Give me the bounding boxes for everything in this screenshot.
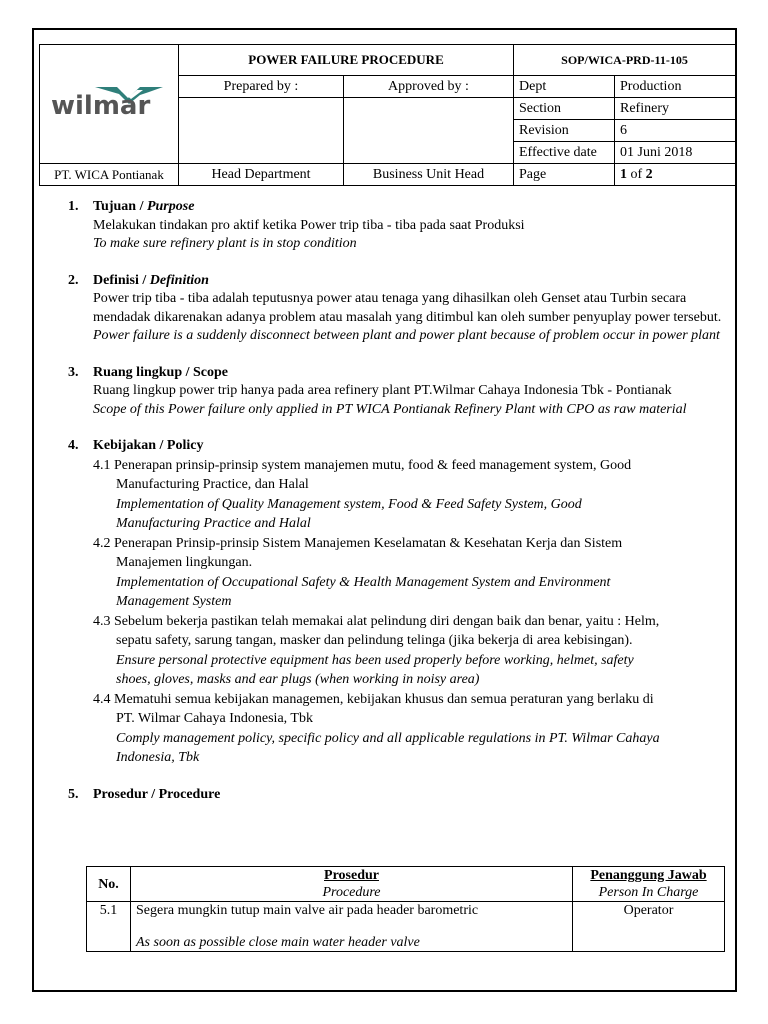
policy-text-cont: Manufacturing Practice, dan Halal xyxy=(116,477,309,492)
document-code: SOP/WICA-PRD-11-105 xyxy=(514,45,736,76)
prepared-by-label: Prepared by : xyxy=(179,76,344,98)
heading-text: Ruang lingkup / Scope xyxy=(93,364,228,380)
section-purpose xyxy=(68,198,728,254)
column-header-person-in-charge xyxy=(573,867,725,902)
section-text: Ruang lingkup power trip hanya pada area refinery plant PT.Wilmar Cahaya Indonesia Tbk - Pontianak xyxy=(93,383,672,398)
document-body xyxy=(68,198,728,822)
logo-cell xyxy=(40,45,179,164)
policy-text-cont: Manajemen lingkungan. xyxy=(116,555,253,570)
section-number: 1. xyxy=(68,199,79,214)
meta-label: Revision xyxy=(514,120,615,142)
policy-list xyxy=(68,456,728,768)
meta-label: Section xyxy=(514,98,615,120)
heading-text-en: Definition xyxy=(149,272,209,288)
list-item xyxy=(93,534,728,612)
heading-text: Tujuan / xyxy=(93,199,144,214)
table-header-row xyxy=(87,867,725,902)
procedure-text: Segera mungkin tutup main valve air pada header barometric xyxy=(136,903,479,918)
meta-value: 6 xyxy=(615,120,736,142)
policy-text-en-cont: shoes, gloves, masks and ear plugs (when working in noisy area) xyxy=(116,672,480,687)
section-heading xyxy=(68,437,728,456)
policy-text-en-cont: Manufacturing Practice and Halal xyxy=(116,516,311,531)
section-policy xyxy=(68,437,728,768)
page-current: 1 xyxy=(620,166,627,182)
section-text: Power trip tiba - tiba adalah teputusnya power atau tenaga yang dihasilkan oleh Genset atau Turbin secara mendadak dikarenakan adanya problem atau masalah yang ditimbul kan oleh sumber penyuplay power tersebut. xyxy=(93,291,722,325)
column-header-text-en: Person In Charge xyxy=(598,885,699,900)
company-name: PT. WICA Pontianak xyxy=(40,164,179,186)
page-of: of xyxy=(630,166,643,182)
page-total: 2 xyxy=(645,166,653,182)
meta-label: Dept xyxy=(514,76,615,98)
section-number: 5. xyxy=(68,786,79,802)
list-item xyxy=(93,456,728,534)
approved-by-label: Approved by : xyxy=(344,76,514,98)
row-number: 5.1 xyxy=(87,902,131,952)
section-heading xyxy=(68,364,728,383)
policy-text-en: Implementation of Occupational Safety & Health Management System and Environment xyxy=(116,574,611,590)
column-header-text: Penanggung Jawab xyxy=(590,868,707,883)
policy-text: 4.2 Penerapan Prinsip-prinsip Sistem Manajemen Keselamatan & Kesehatan Kerja dan Sistem xyxy=(93,535,623,551)
procedure-table xyxy=(86,866,725,952)
column-header-text-en: Procedure xyxy=(322,885,381,900)
policy-text: 4.3 Sebelum bekerja pastikan telah memakai alat pelindung diri dengan baik dan benar, yaitu : Helm, xyxy=(93,613,660,629)
approved-by-signature xyxy=(344,98,514,164)
logo-wordmark: wilmar xyxy=(51,90,151,121)
column-header-no: No. xyxy=(87,867,131,902)
policy-text-en: Comply management policy, specific policy and all applicable regulations in PT. Wilmar Cahaya xyxy=(116,730,660,746)
table-row xyxy=(87,902,725,952)
section-number: 2. xyxy=(68,272,79,288)
page-number xyxy=(615,164,736,186)
section-text-en: Power failure is a suddenly disconnect between plant and power plant because of problem occur in power plant xyxy=(93,328,720,343)
heading-text: Prosedur / Procedure xyxy=(93,786,221,802)
section-definition xyxy=(68,272,728,346)
procedure-text-en: As soon as possible close main water header valve xyxy=(136,935,420,950)
section-heading xyxy=(68,272,728,291)
document-title: POWER FAILURE PROCEDURE xyxy=(179,45,514,76)
list-item xyxy=(93,690,728,768)
prepared-by-signature xyxy=(179,98,344,164)
policy-text-en-cont: Indonesia, Tbk xyxy=(116,750,200,765)
heading-text: Definisi / xyxy=(93,272,147,288)
policy-text-en-cont: Management System xyxy=(116,594,232,609)
wilmar-logo-icon xyxy=(45,78,173,126)
policy-text-en: Ensure personal protective equipment has been used properly before working, helmet, safety xyxy=(116,652,634,668)
section-heading xyxy=(68,198,728,217)
section-text-en: To make sure refinery plant is in stop condition xyxy=(93,236,357,251)
page-label: Page xyxy=(514,164,615,186)
list-item xyxy=(93,612,728,690)
section-procedure xyxy=(68,786,728,805)
document-header-table xyxy=(39,44,736,186)
policy-text-cont: PT. Wilmar Cahaya Indonesia, Tbk xyxy=(116,711,313,726)
section-number: 3. xyxy=(68,364,79,380)
section-scope xyxy=(68,364,728,420)
prepared-by-role: Head Department xyxy=(179,164,344,186)
policy-text-cont: sepatu safety, sarung tangan, masker dan pelindung telinga (jika bekerja di area kebisingan). xyxy=(116,633,633,648)
policy-text: 4.1 Penerapan prinsip-prinsip system manajemen mutu, food & feed management system, Good xyxy=(93,457,632,473)
heading-text: Kebijakan / Policy xyxy=(93,438,204,453)
approved-by-role: Business Unit Head xyxy=(344,164,514,186)
section-text: Melakukan tindakan pro aktif ketika Power trip tiba - tiba pada saat Produksi xyxy=(93,217,525,233)
policy-text-en: Implementation of Quality Management system, Food & Feed Safety System, Good xyxy=(116,496,582,512)
section-number: 4. xyxy=(68,438,79,453)
meta-value: 01 Juni 2018 xyxy=(615,142,736,164)
row-person-in-charge: Operator xyxy=(573,902,725,952)
column-header-text: Prosedur xyxy=(324,868,379,883)
policy-text: 4.4 Mematuhi semua kebijakan managemen, kebijakan khusus dan semua peraturan yang berlaku di xyxy=(93,691,654,707)
section-text-en: Scope of this Power failure only applied in PT WICA Pontianak Refinery Plant with CPO as raw material xyxy=(93,401,687,417)
section-heading xyxy=(68,786,728,805)
row-procedure xyxy=(131,902,573,952)
heading-text-en: Purpose xyxy=(146,199,195,214)
meta-value: Production xyxy=(615,76,736,98)
meta-label: Effective date xyxy=(514,142,615,164)
column-header-procedure xyxy=(131,867,573,902)
meta-value: Refinery xyxy=(615,98,736,120)
